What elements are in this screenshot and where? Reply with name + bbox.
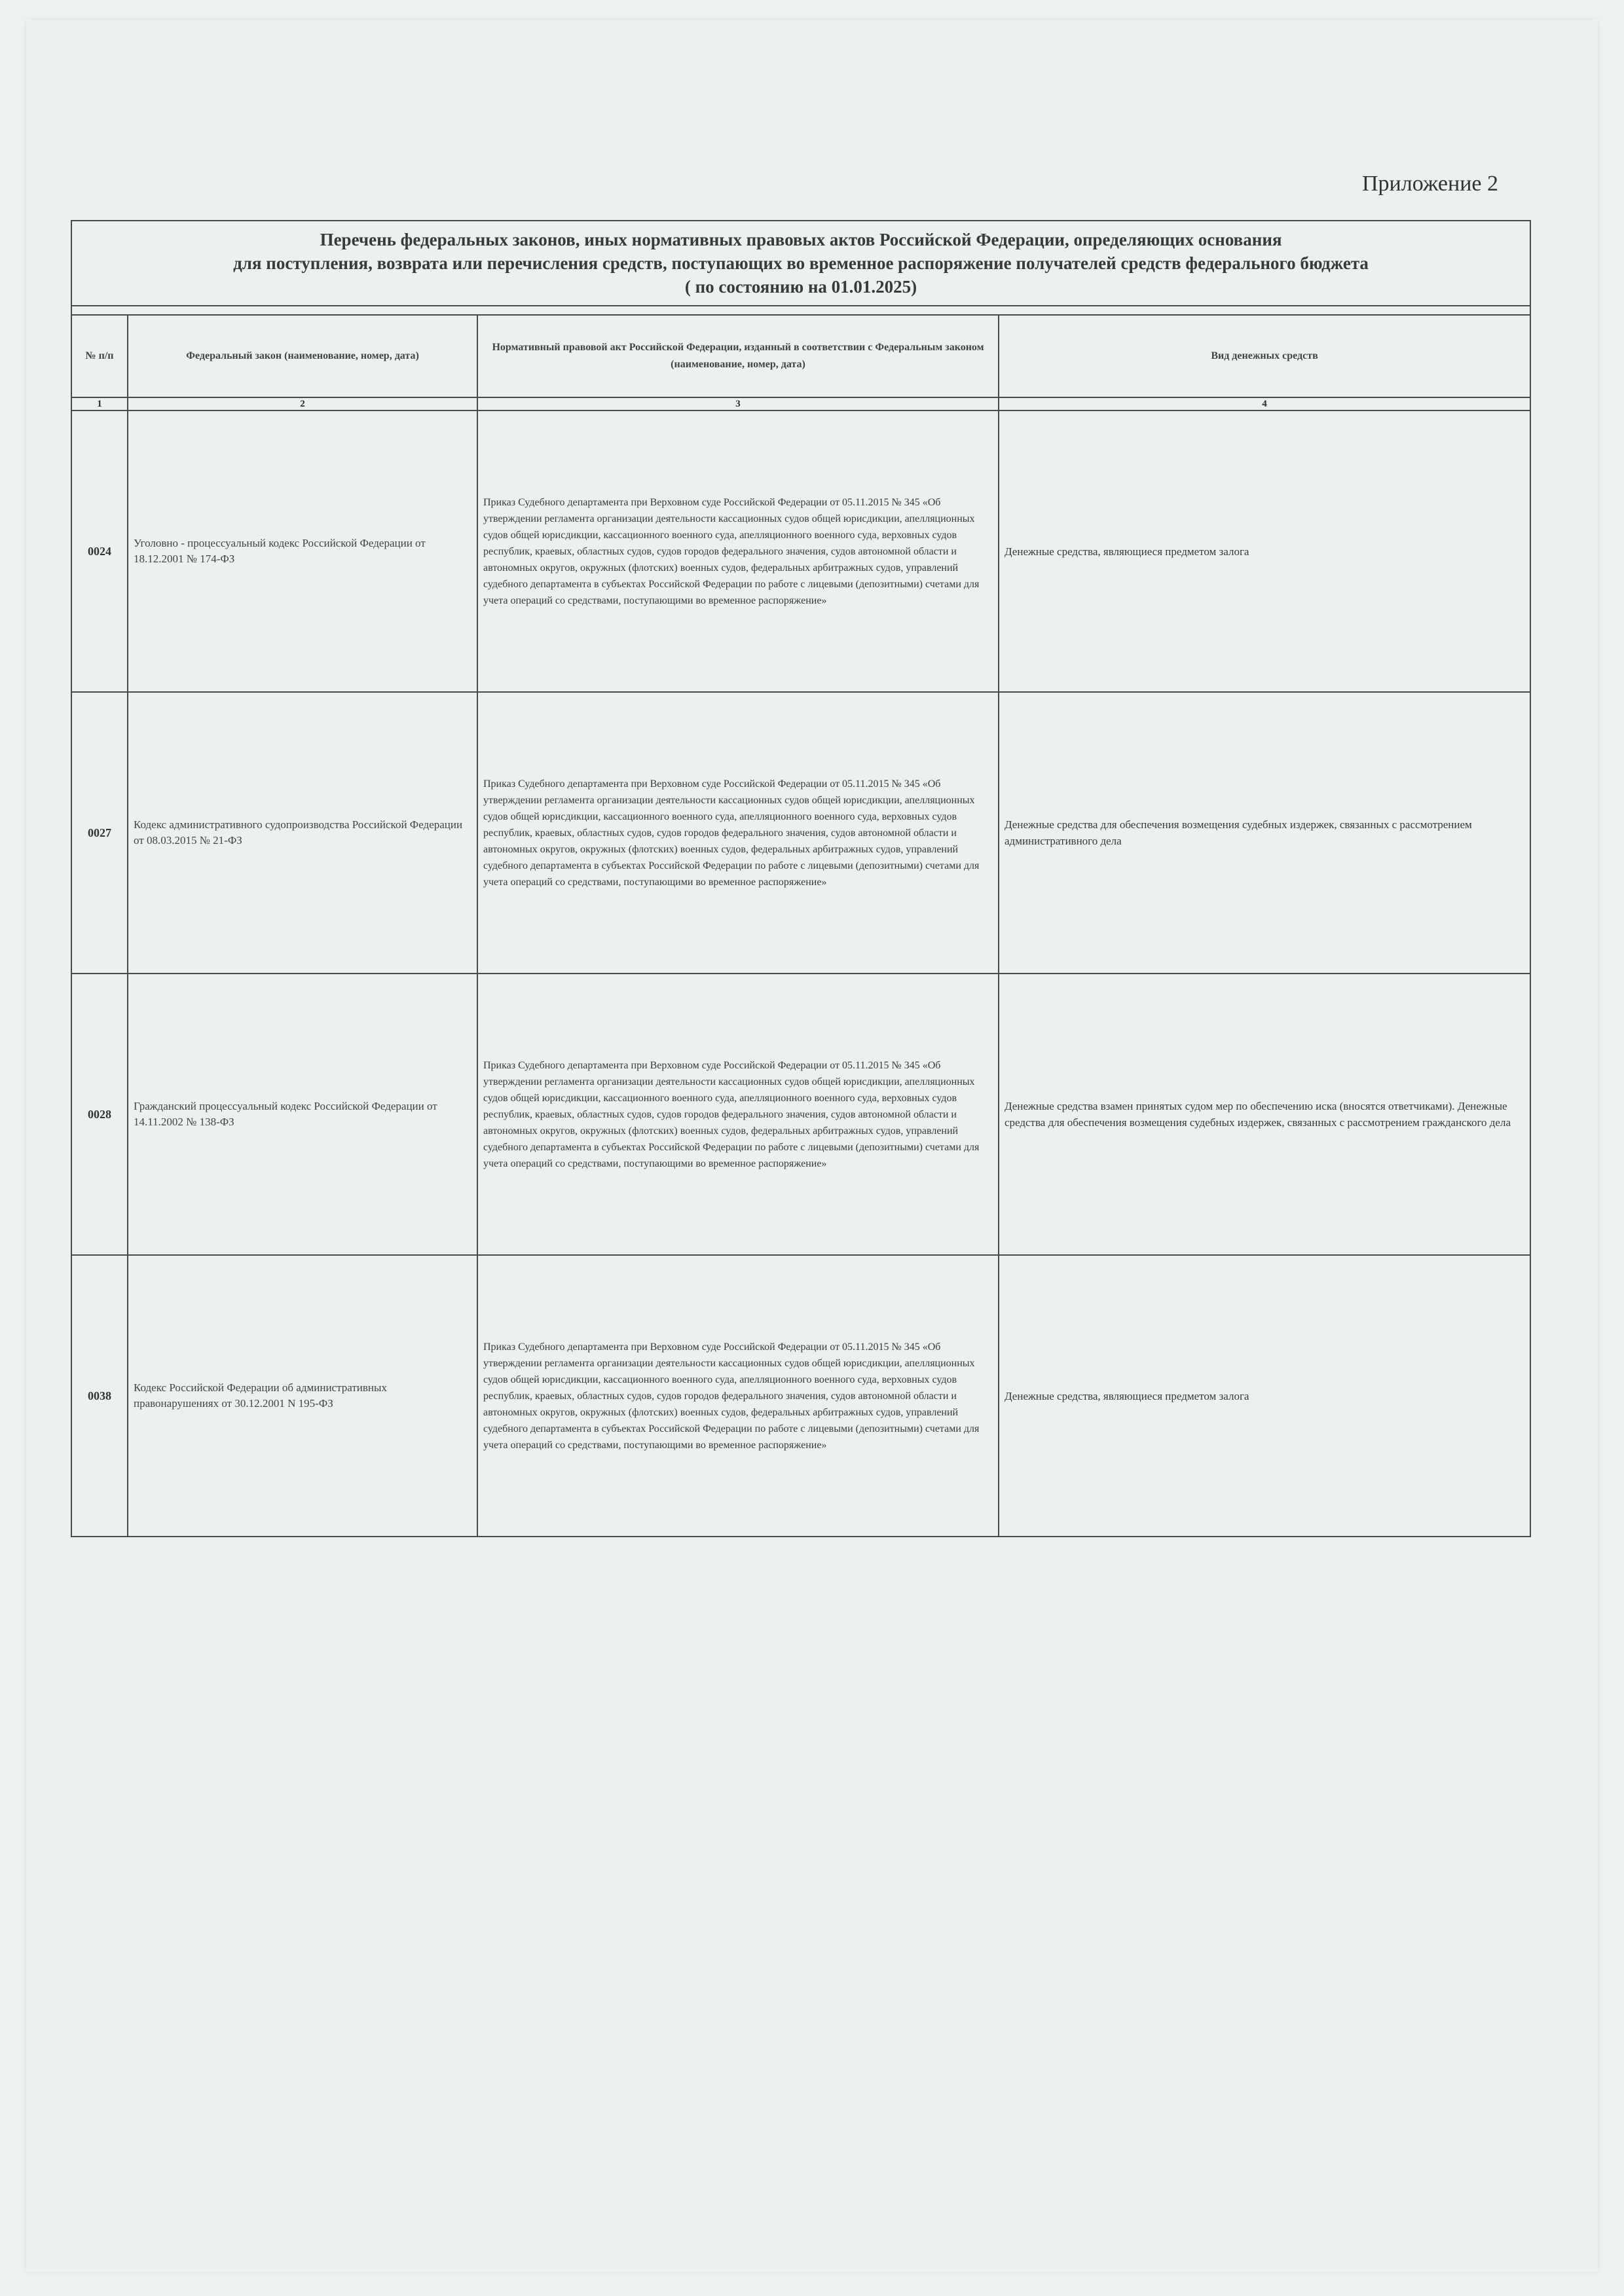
column-header-num: № п/п	[71, 315, 128, 397]
title-spacer	[71, 306, 1530, 315]
row-law: Кодекс административного судопроизводства Российской Федерации от 08.03.2015 № 21-ФЗ	[128, 692, 477, 974]
column-number: 4	[999, 397, 1530, 410]
row-act: Приказ Судебного департамента при Верховном суде Российской Федерации от 05.11.2015 № 345 «Об утверждении регламента организации деятельности кассационных судов общей юрисдикции, апелляционных судов общей юрисдикции, кассационного военного суда, апелляционного военного суда, верховных судов республик, краевых, областных судов, судов городов федерального значения, судов автономной области и автономных округов, окружных (флотских) военных судов, федеральных арбитражных судов, управлений судебного департамента в субъектах Российской Федерации по работе с лицевыми (депозитными) счетами для учета операций со средствами, поступающими во временное распоряжение»	[477, 410, 999, 692]
column-number: 2	[128, 397, 477, 410]
row-act: Приказ Судебного департамента при Верховном суде Российской Федерации от 05.11.2015 № 345 «Об утверждении регламента организации деятельности кассационных судов общей юрисдикции, апелляционных судов общей юрисдикции, кассационного военного суда, апелляционного военного суда, верховных судов республик, краевых, областных судов, судов городов федерального значения, судов автономной области и автономных округов, окружных (флотских) военных судов, федеральных арбитражных судов, управлений судебного департамента в субъектах Российской Федерации по работе с лицевыми (депозитными) счетами для учета операций со средствами, поступающими во временное распоряжение»	[477, 692, 999, 974]
row-law: Гражданский процессуальный кодекс Российской Федерации от 14.11.2002 № 138-ФЗ	[128, 974, 477, 1255]
row-funds-type: Денежные средства взамен принятых судом мер по обеспечению иска (вносятся ответчиками). Денежные средства для обеспечения возмещения судебных издержек, связанных с рассмотрением гражданского дела	[999, 974, 1530, 1255]
column-number: 3	[477, 397, 999, 410]
title-line-1: Перечень федеральных законов, иных нормативных правовых актов Российской Федерации, определяющих основания	[320, 230, 1282, 249]
title-line-2: для поступления, возврата или перечисления средств, поступающих во временное распоряжение получателей средств федерального бюджета	[233, 253, 1369, 273]
column-header-law: Федеральный закон (наименование, номер, дата)	[128, 315, 477, 397]
title-line-3: ( по состоянию на 01.01.2025)	[684, 277, 917, 297]
row-funds-type: Денежные средства для обеспечения возмещения судебных издержек, связанных с рассмотрением административного дела	[999, 692, 1530, 974]
row-funds-type: Денежные средства, являющиеся предметом залога	[999, 1255, 1530, 1537]
table-row	[71, 410, 1530, 692]
row-code: 0027	[71, 692, 128, 974]
column-number: 1	[71, 397, 128, 410]
row-code: 0038	[71, 1255, 128, 1537]
row-law: Кодекс Российской Федерации об административных правонарушениях от 30.12.2001 N 195-ФЗ	[128, 1255, 477, 1537]
column-header-act: Нормативный правовой акт Российской Федерации, изданный в соответствии с Федеральным законом (наименование, номер, дата)	[477, 315, 999, 397]
row-code: 0028	[71, 974, 128, 1255]
table-row	[71, 974, 1530, 1255]
laws-table	[71, 220, 1531, 1537]
row-code: 0024	[71, 410, 128, 692]
appendix-label: Приложение 2	[1362, 172, 1498, 196]
table-row	[71, 1255, 1530, 1537]
row-act: Приказ Судебного департамента при Верховном суде Российской Федерации от 05.11.2015 № 345 «Об утверждении регламента организации деятельности кассационных судов общей юрисдикции, апелляционных судов общей юрисдикции, кассационного военного суда, апелляционного военного суда, верховных судов республик, краевых, областных судов, судов городов федерального значения, судов автономной области и автономных округов, окружных (флотских) военных судов, федеральных арбитражных судов, управлений судебного департамента в субъектах Российской Федерации по работе с лицевыми (депозитными) счетами для учета операций со средствами, поступающими во временное распоряжение»	[477, 1255, 999, 1537]
row-law: Уголовно - процессуальный кодекс Российской Федерации от 18.12.2001 № 174-ФЗ	[128, 410, 477, 692]
table-row	[71, 692, 1530, 974]
table-title	[71, 221, 1530, 306]
column-header-type: Вид денежных средств	[999, 315, 1530, 397]
row-funds-type: Денежные средства, являющиеся предметом залога	[999, 410, 1530, 692]
row-act: Приказ Судебного департамента при Верховном суде Российской Федерации от 05.11.2015 № 345 «Об утверждении регламента организации деятельности кассационных судов общей юрисдикции, апелляционных судов общей юрисдикции, кассационного военного суда, апелляционного военного суда, верховных судов республик, краевых, областных судов, судов городов федерального значения, судов автономной области и автономных округов, окружных (флотских) военных судов, федеральных арбитражных судов, управлений судебного департамента в субъектах Российской Федерации по работе с лицевыми (депозитными) счетами для учета операций со средствами, поступающими во временное распоряжение»	[477, 974, 999, 1255]
